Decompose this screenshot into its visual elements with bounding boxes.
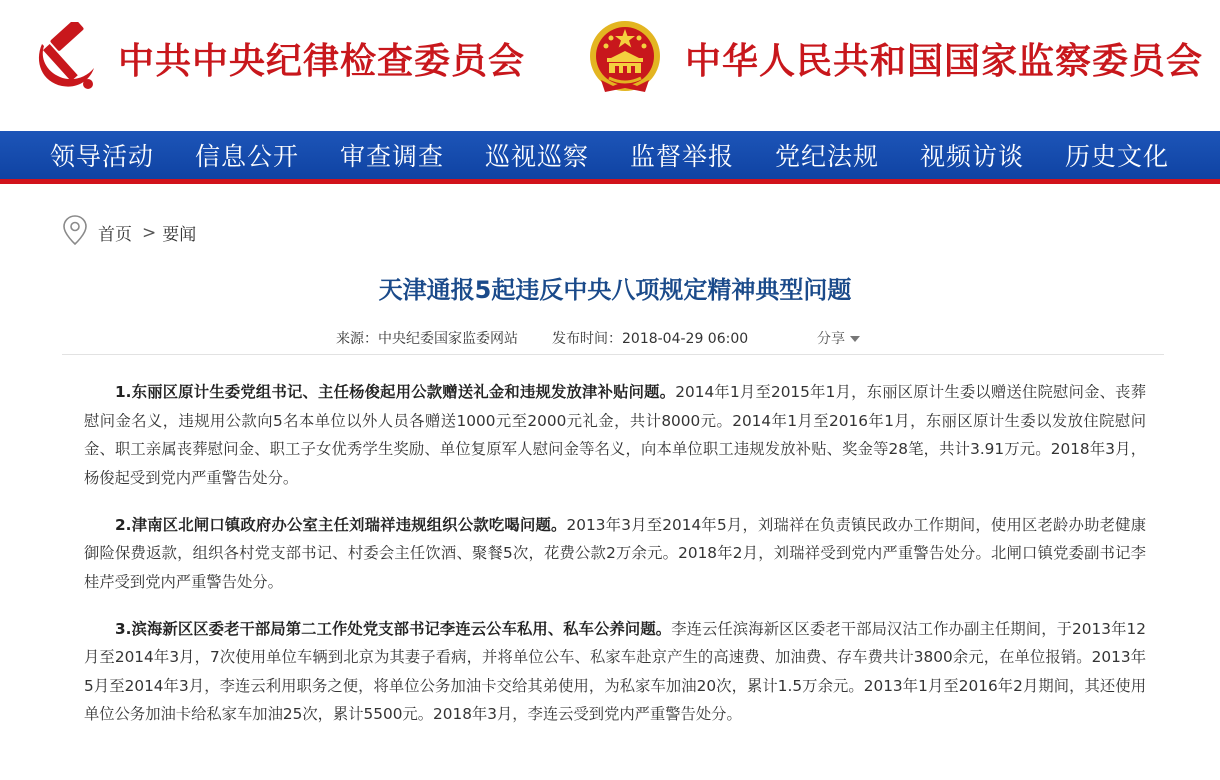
party-emblem-icon: [28, 22, 100, 94]
org1-name: 中共中央纪律检查委员会: [118, 39, 526, 82]
national-emblem-icon: [587, 18, 663, 98]
article-paragraph-1: [84, 378, 1146, 492]
nav-item-info-disclosure[interactable]: 信息公开: [195, 142, 300, 171]
nav-item-report[interactable]: 监督举报: [630, 142, 735, 171]
nav-item-leadership[interactable]: 领导活动: [50, 142, 155, 171]
breadcrumb: [62, 214, 196, 251]
article-title: 天津通报5起违反中央八项规定精神典型问题: [378, 276, 852, 304]
nav-item-history[interactable]: 历史文化: [1065, 142, 1170, 171]
breadcrumb-current-link[interactable]: 要闻: [162, 225, 197, 245]
meta-divider: [62, 354, 1164, 355]
org2-name: 中华人民共和国国家监察委员会: [685, 39, 1204, 82]
paragraph-body: 李连云任滨海新区区委老干部局汉沽工作办副主任期间，于2013年12月至2014年3月，7次使用单位车辆到北京为其妻子看病，并将单位公车、私家车赴京产生的高速费、加油费、存车费共计3800余元，在单位报销。2013年5月至2014年3月，李连云利用职务之便，将单位公务加油卡交给其弟使用，为私家车加油20次，累计1.5万余元。2013年1月至2016年2月期间，其还使用单位公务加油卡给私家车加油25次，累计5500元。2018年3月，李连云受到党内严重警告处分。: [84, 619, 1146, 724]
article-body: [84, 378, 1146, 729]
paragraph-heading: 3.滨海新区区委老干部局第二工作处党支部书记李连云公车私用、私车公养问题。: [115, 619, 672, 638]
main-nav: [0, 131, 1220, 184]
breadcrumb-home-link[interactable]: 首页: [98, 225, 132, 245]
location-pin-icon: [62, 214, 88, 251]
paragraph-heading: 2.津南区北闸口镇政府办公室主任刘瑞祥违规组织公款吃喝问题。: [115, 515, 567, 534]
nav-list: [0, 131, 1220, 179]
nav-item-regulations[interactable]: 党纪法规: [775, 142, 880, 171]
nav-item-inspection[interactable]: 巡视巡察: [485, 142, 590, 171]
share-label: 分享: [817, 331, 845, 347]
site-header: [0, 0, 1220, 131]
paragraph-body: 2014年1月至2015年1月，东丽区原计生委以赠送住院慰问金、丧葬慰问金名义，违规用公款向5名本单位以外人员各赠送1000元至2000元礼金，共计8000元。2014年1月至2016年1月，东丽区原计生委以发放住院慰问金、职工亲属丧葬慰问金、职工子女优秀学生奖励、单位复原军人慰问金等名义，向本单位职工违规发放补贴、奖金等28笔，共计3.91万元。2018年3月，杨俊起受到党内严重警告处分。: [84, 383, 1146, 487]
article-source: 来源：中央纪委国家监委网站: [336, 331, 518, 347]
nav-item-video[interactable]: 视频访谈: [920, 142, 1025, 171]
org1-brand[interactable]: [28, 22, 525, 94]
article-paragraph-3: [84, 615, 1146, 729]
paragraph-heading: 1.东丽区原计生委党组书记、主任杨俊起用公款赠送礼金和违规发放津补贴问题。: [115, 383, 676, 401]
nav-item-investigation[interactable]: 审查调查: [340, 142, 445, 171]
share-button[interactable]: [817, 328, 860, 348]
paragraph-body: 2013年3月至2014年5月，刘瑞祥在负责镇民政办工作期间，使用区老龄办助老健康御险保费返款，组织各村党支部书记、村委会主任饮酒、聚餐5次，花费公款2万余元。2018年2月，刘瑞祥受到党内严重警告处分。北闸口镇党委副书记李桂芹受到党内严重警告处分。: [84, 515, 1146, 591]
article-publish-time: 发布时间：2018-04-29 06:00: [552, 331, 749, 347]
article-paragraph-2: [84, 511, 1146, 597]
breadcrumb-separator: >: [142, 222, 157, 243]
chevron-down-icon: [850, 336, 860, 342]
org2-brand[interactable]: [587, 18, 1203, 98]
